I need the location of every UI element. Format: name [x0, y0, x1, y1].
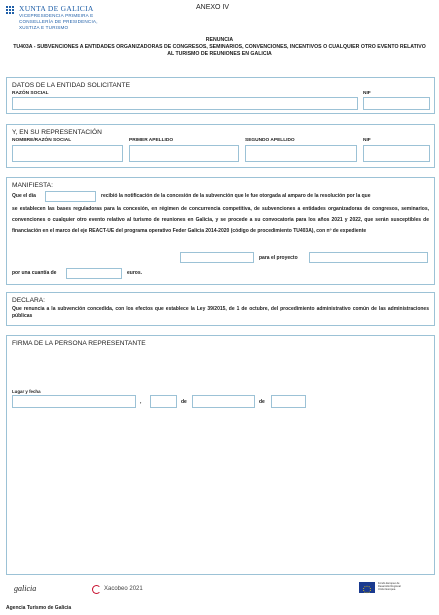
department-name: VICEPRESIDENCIA PRIMEIRA E CONSELLERÍA DE PRESIDENCIA, XUSTIZA E TURISMO: [19, 13, 98, 30]
nif-field[interactable]: [363, 145, 430, 162]
nombre-label: NOMBRE/RAZÓN SOCIAL: [12, 138, 72, 143]
lugar-fecha-label: Lugar y fecha: [12, 389, 41, 394]
xacobeo-logo: Xacobeo 2021: [104, 586, 143, 592]
section-datos-entidad: [6, 77, 435, 114]
xacobeo-icon: [92, 585, 101, 594]
xunta-logo-icon: [6, 6, 15, 15]
comma-separator: ,: [140, 399, 142, 405]
agency-name: Agencia Turismo de Galicia: [6, 605, 72, 611]
xunta-logo-name: XUNTA DE GALICIA: [19, 4, 94, 13]
razon-social-field[interactable]: [12, 97, 358, 110]
document-subtitle: TU403A - SUBVENCIONES A ENTIDADES ORGANIZADORAS DE CONGRESOS, SEMINARIOS, CONVENCIONES, INCENTIVOS O CUALQUIER OTRO EVENTO RELATIVO AL TURISMO DE REUNIONES EN GALICIA: [13, 44, 426, 57]
section-title: MANIFIESTA:: [12, 182, 53, 189]
section-firma: [6, 335, 435, 575]
nif-label: NIF: [363, 138, 371, 143]
manifiesta-line1: recibió la notificación de la concesión de la subvención que le fue otorgada al amparo de la resolución por la que: [101, 193, 371, 199]
section-title: FIRMA DE LA PERSONA REPRESENTANTE: [12, 340, 146, 347]
expediente-field[interactable]: [180, 252, 254, 263]
que-el-dia-label: Que el día: [12, 193, 36, 199]
segundo-apellido-field[interactable]: [245, 145, 357, 162]
nombre-field[interactable]: [12, 145, 123, 162]
section-declara: [6, 292, 435, 326]
section-representacion: [6, 124, 435, 168]
fecha-notificacion-field[interactable]: [45, 191, 96, 202]
document-title: RENUNCIA: [205, 37, 234, 43]
primer-apellido-label: PRIMER APELLIDO: [129, 138, 174, 143]
eu-flag-icon: [359, 582, 375, 593]
eu-feder-text: Fondo Europeo de Desarrollo Regional Unión Europea: [378, 582, 401, 592]
eu-stars-icon: [359, 584, 375, 595]
manifiesta-paragraph: se establecen las bases reguladoras para la concesión, en régimen de concurrencia competitiva, de subvenciones a entidades organizadoras de congresos, seminarios, convenciones o cualquier otro evento relativo al turismo de reuniones en Galicia, y se procede a su convocatoria para los años 2021 y 2022, que serán susceptibles de financiación en el marco del eje REACT-UE del programa operativo Feder Galicia 2014-2020 (código de procedimiento TU403A), con nº de expediente: [12, 206, 429, 235]
dia-field[interactable]: [150, 395, 177, 408]
euros-label: euros.: [127, 270, 143, 276]
annex-label: ANEXO IV: [196, 4, 230, 11]
nif-label: NIF: [363, 91, 371, 96]
lugar-field[interactable]: [12, 395, 136, 408]
ano-field[interactable]: [271, 395, 306, 408]
cuantia-field[interactable]: [66, 268, 122, 279]
section-manifiesta: [6, 177, 435, 285]
declara-text: Que renuncia a la subvención concedida, con los efectos que establece la Ley 39/2015, de 1 de octubre, del procedimiento administrativo común de las administraciones públicas: [12, 306, 429, 319]
section-title: Y, EN SU REPRESENTACIÓN: [12, 129, 102, 136]
de-label-2: de: [259, 399, 265, 405]
por-cuantia-label: por una cuantía de: [12, 270, 57, 276]
proyecto-field[interactable]: [309, 252, 428, 263]
nif-field[interactable]: [363, 97, 430, 110]
para-proyecto-label: para el proyecto: [259, 255, 298, 261]
section-title: DATOS DE LA ENTIDAD SOLICITANTE: [12, 82, 130, 89]
segundo-apellido-label: SEGUNDO APELLIDO: [245, 138, 295, 143]
galicia-logo: galicia: [14, 584, 37, 593]
section-title: DECLARA:: [12, 297, 45, 304]
mes-field[interactable]: [192, 395, 255, 408]
primer-apellido-field[interactable]: [129, 145, 239, 162]
de-label-1: de: [181, 399, 187, 405]
razon-social-label: RAZÓN SOCIAL: [12, 91, 49, 96]
